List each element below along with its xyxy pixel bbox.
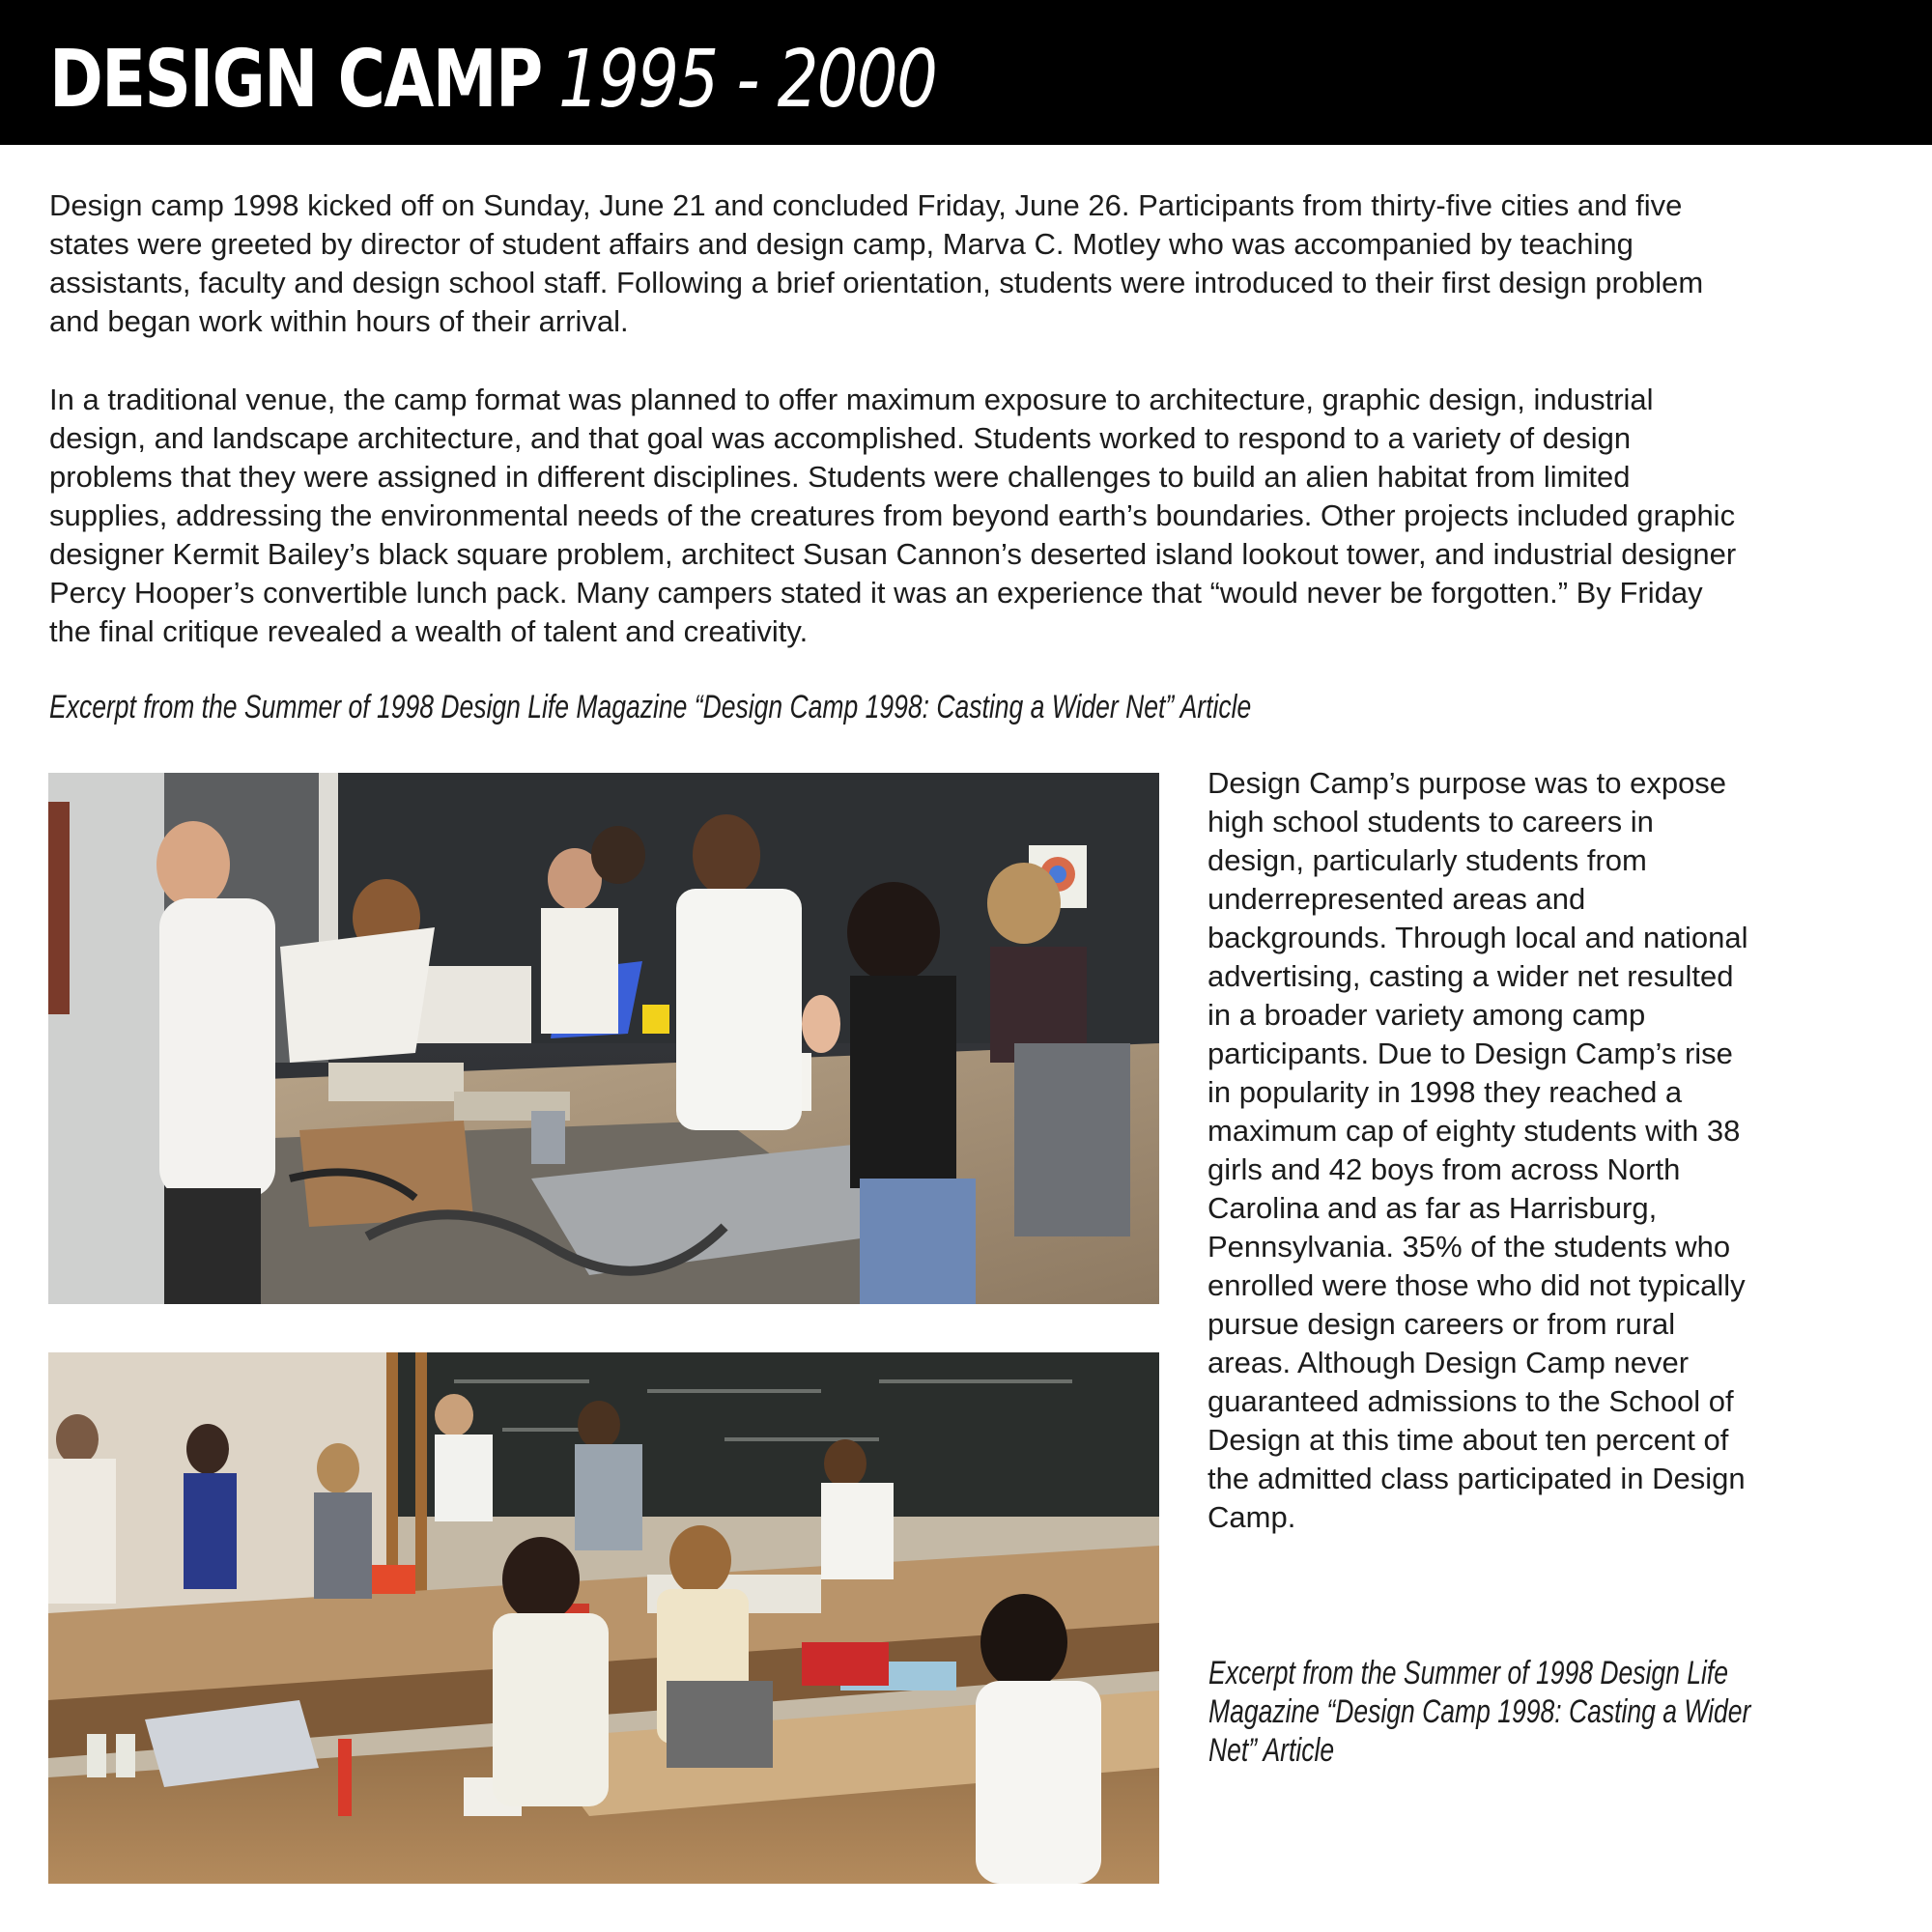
sidebar-paragraph: Design Camp’s purpose was to expose high school students to careers in design, particularly students from underrepresented areas and backgrounds. Through local and national advertising, casting a wider net resulted in a broader variety among camp participants. Due to Design Camp’s rise in popularity in 1998 they reached a maximum cap of eighty students with 38 girls and 42 boys from across North Carolina and as far as Harrisburg, Pennsylvania. 35% of the students who enrolled were those who did not typically pursue design careers or from rural areas. Although Design Camp never guaranteed admissions to the School of Design at this time about ten percent of the admitted class participated in Design Camp. bbox=[1208, 766, 1748, 1534]
studio-classroom-photo bbox=[48, 1352, 1159, 1884]
page-title: DESIGN CAMP bbox=[49, 34, 542, 126]
students-working-at-table-photo bbox=[48, 773, 1159, 1304]
article-caption: Excerpt from the Summer of 1998 Design Life Magazine “Design Camp 1998: Casting a Wider Net” Article bbox=[49, 689, 1252, 725]
article-paragraph-2: In a traditional venue, the camp format was planned to offer maximum exposure to architecture, graphic design, industrial design, and landscape architecture, and that goal was accomplished. Students worked to respond to a variety of design problems that they were assigned in different disciplines. Students were challenges to build an alien habitat from limited supplies, addressing the environmental needs of the creatures from beyond earth’s boundaries. Other projects included graphic designer Kermit Bailey’s black square problem, architect Susan Cannon’s deserted island lookout tower, and industrial designer Percy Hooper’s convertible lunch pack. Many campers stated it was an experience that “would never be forgotten.” By Friday the final critique revealed a wealth of talent and creativity. bbox=[49, 383, 1737, 648]
header-bar bbox=[0, 0, 1932, 145]
sidebar-caption: Excerpt from the Summer of 1998 Design Life Magazine “Design Camp 1998: Casting a Wider Net” Article bbox=[1208, 1655, 1751, 1769]
page-title-years: 1995 - 2000 bbox=[558, 34, 937, 126]
article-paragraph-1: Design camp 1998 kicked off on Sunday, June 21 and concluded Friday, June 26. Participants from thirty-five cities and five states were greeted by director of student affairs and design camp, Marva C. Motley who was accompanied by teaching assistants, faculty and design school staff. Following a brief orientation, students were introduced to their first design problem and began work within hours of their arrival. bbox=[49, 188, 1704, 338]
